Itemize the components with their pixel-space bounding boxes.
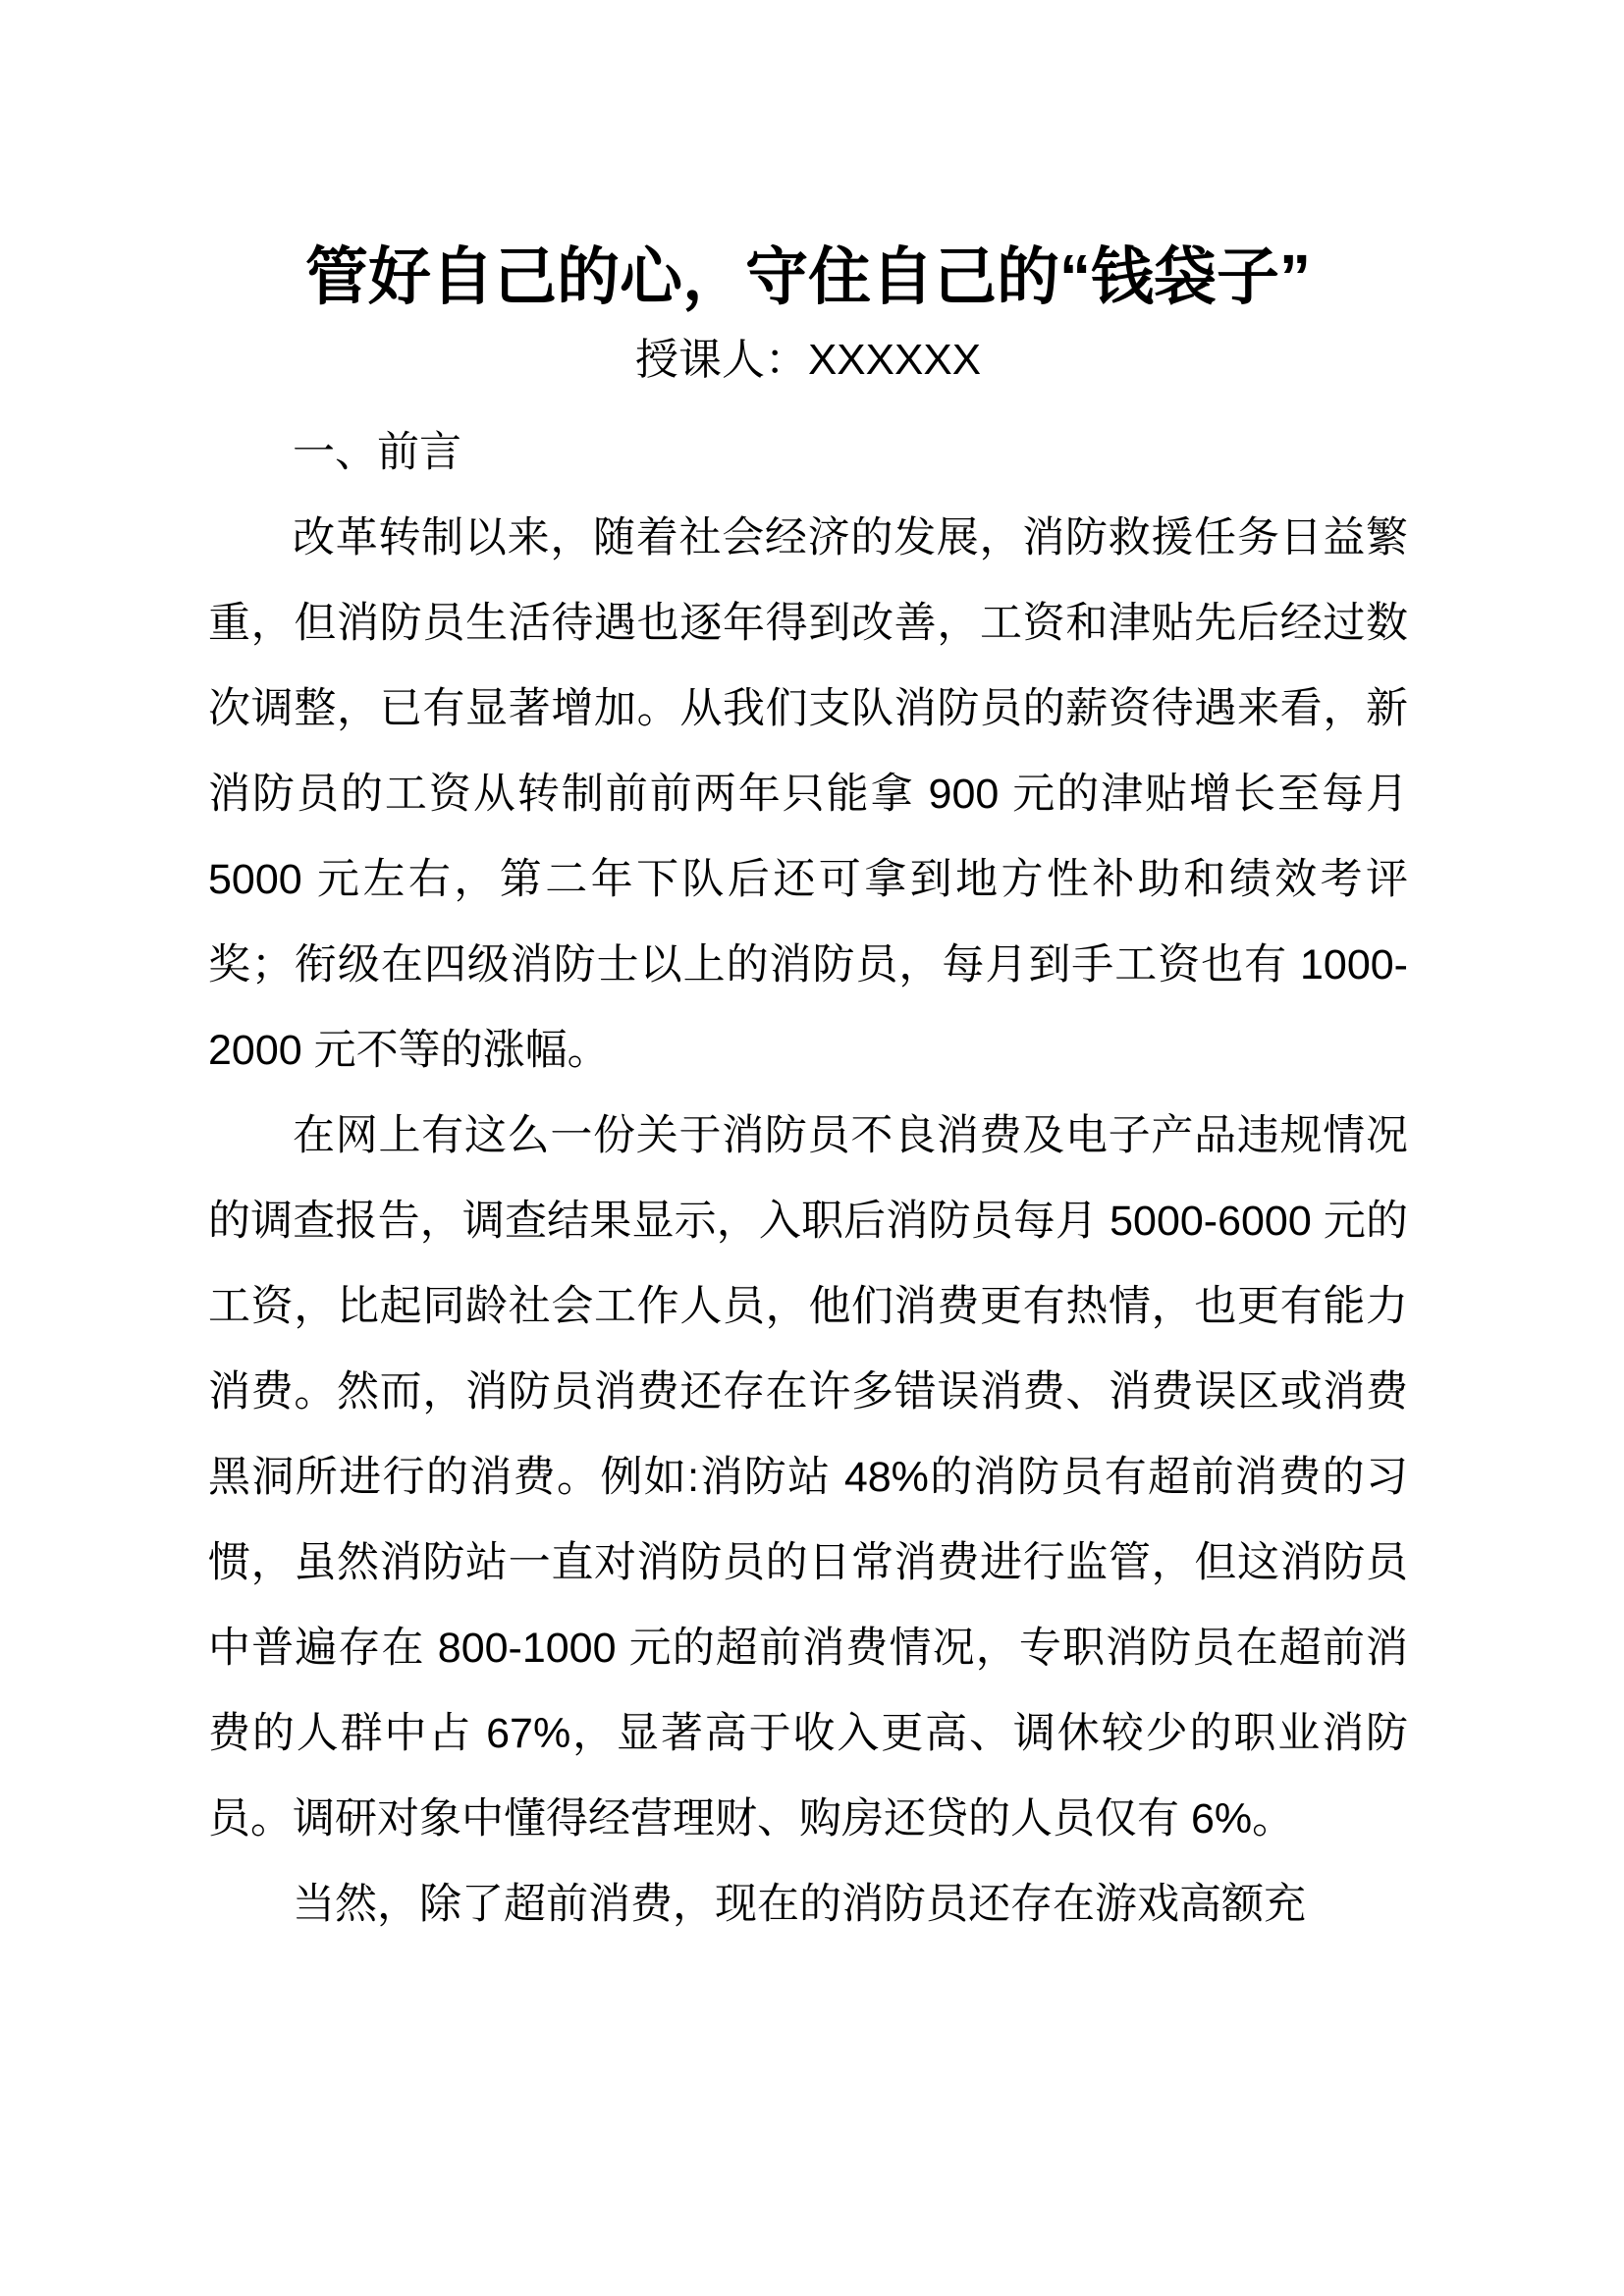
document-byline: 授课人：XXXXXX <box>634 336 982 384</box>
document-body <box>208 410 1408 1948</box>
section-heading-preface: 一、前言 <box>293 429 461 476</box>
paragraph: 改革转制以来，随着社会经济的发展，消防救援任务日益繁重，但消防员生活待遇也逐年得到改善，工资和津贴先后经过数次调整，已有显著增加。从我们支队消防员的薪资待遇来看，新消防员的工资从转制前前两年只能拿 900 元的津贴增长至每月 5000 元左右，第二年下队后还可拿到地方性补助和绩效考评奖；衔级在四级消防士以上的消防员，每月到手工资也有 1000-2000 元不等的涨幅。 <box>208 514 1408 1074</box>
paragraph: 在网上有这么一份关于消防员不良消费及电子产品违规情况的调查报告，调查结果显示，入职后消防员每月 5000-6000 元的工资，比起同龄社会工作人员，他们消费更有热情，也更有能力消费。然而，消防员消费还存在许多错误消费、消费误区或消费黑洞所进行的消费。例如:消防站 48%的消防员有超前消费的习惯，虽然消防站一直对消防员的日常消费进行监管，但这消防员中普遍存在 800-1000 元的超前消费情况，专职消防员在超前消费的人群中占 67%，显著高于收入更高、调休较少的职业消防员。调研对象中懂得经营理财、购房还贷的人员仅有 6%。 <box>208 1112 1408 1842</box>
document-title: 管好自己的心，守住自己的“钱袋子” <box>305 241 1311 312</box>
paragraph: 当然，除了超前消费，现在的消防员还存在游戏高额充 <box>293 1881 1306 1928</box>
